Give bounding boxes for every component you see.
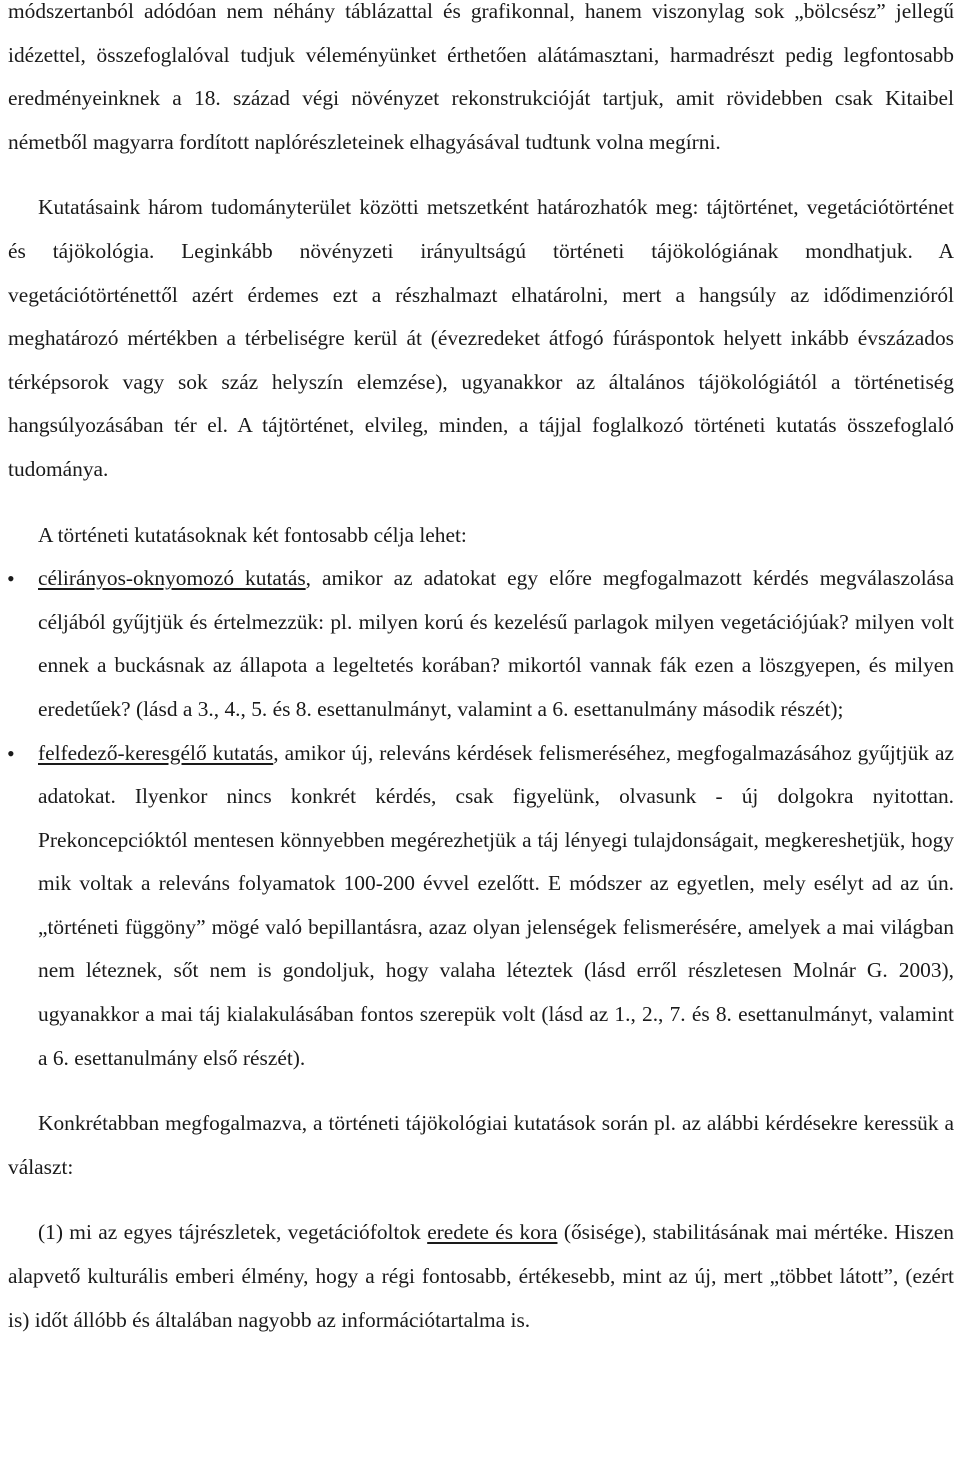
question-1-text-after: (ősisége), stabilitásának mai mértéke. Hiszen alapvető kulturális emberi élmény, hogy a régi fontosabb, értékesebb, mint az új, mert „többet látott”, (ezért is) időt állóbb és általában nagyobb az információtartalma is. — [8, 1220, 954, 1332]
bullet-icon: • — [7, 566, 15, 592]
question-1-underlined: eredete és kora — [427, 1220, 558, 1245]
list-item-term: felfedező-keresgélő kutatás — [38, 740, 274, 765]
paragraph-research-fields: Kutatásaink három tudományterület közötti metszetként határozhatók meg: tájtörténet, vegetációtörténet és tájökológia. Leginkább növényzeti irányultságú történeti tájökológiának mondhatjuk. A vegetációtörténettől azért érdemes ezt a részhalmazt elhatárolni, mert a hangsúly az idődimenzióról meghatározó mértékben a térbeliségre kerül át (évezredeket átfogó fúráspontok helyett inkább évszázados térképsorok vagy sok száz helyszín elemzése), ugyanakkor az általános tájökológiától a történetiség hangsúlyozásában tér el. A tájtörténet, elvileg, minden, a tájjal foglalkozó történeti kutatás összefoglaló tudománya. — [8, 195, 954, 481]
list-item-text: , amikor új, releváns kérdések felismeréséhez, megfogalmazásához gyűjtjük az adatokat. Ilyenkor nincs konkrét kérdés, csak figyelünk, olvasunk - új dolgokra nyitottan. Prekoncepcióktól mentesen könnyebben megérezhetjük a táj lényegi tulajdonságait, megkereshetjük, hogy mik voltak a releváns folyamatok 100-200 évvel ezelőtt. E módszer az egyetlen, mely esélyt ad az ún. „történeti függöny” mögé való bepillantásra, azaz olyan jelenségek felismerésére, amelyek a mai világban nem léteznek, sőt nem is gondoljuk, hogy valaha léteztek (lásd erről részletesen Molnár G. 2003), ugyanakkor a mai táj kialakulásában fontos szerepük volt (lásd az 1., 2., 7. és 8. esettanulmányt, valamint a 6. esettanulmány első részét). — [38, 740, 955, 1070]
list-item — [8, 557, 954, 731]
question-1-text-before: (1) mi az egyes tájrészletek, vegetációfoltok — [38, 1220, 428, 1245]
paragraph-intro: módszertanból adódóan nem néhány táblázattal és grafikonnal, hanem viszonylag sok „bölcsész” jellegű idézettel, összefoglalóval tudjuk véleményünket érthetően alátámasztani, harmadrészt pedig legfontosabb eredményeinknek a 18. század végi növényzet rekonstrukcióját tartjuk, amit rövidebben csak Kitaibel németből magyarra fordított naplórészleteinek elhagyásával tudtunk volna megírni. — [8, 0, 954, 154]
list-item-term: célirányos-oknyomozó kutatás — [38, 566, 306, 591]
list-item — [8, 732, 954, 1081]
paragraph-research-goals: A történeti kutatásoknak két fontosabb célja lehet: — [38, 522, 467, 547]
document-page — [8, 0, 954, 1342]
paragraph-questions-intro: Konkrétabban megfogalmazva, a történeti tájökológiai kutatások során pl. az alábbi kérdésekre keressük a választ: — [8, 1111, 954, 1179]
paragraph-question-1 — [8, 1211, 954, 1342]
list-item-text: , amikor az adatokat egy előre megfogalmazott kérdés megválaszolása céljából gyűjtjük és értelmezzük: pl. milyen korú és kezelésű parlagok milyen vegetációjúak? milyen volt ennek a buckásnak az állapota a legeltetés korában? mikortól vannak fák ezen a löszgyepen, és milyen eredetűek? (lásd a 3., 4., 5. és 8. esettanulmányt, valamint a 6. esettanulmány második részét); — [38, 566, 954, 721]
goals-list — [8, 557, 954, 1080]
bullet-icon: • — [7, 740, 15, 766]
